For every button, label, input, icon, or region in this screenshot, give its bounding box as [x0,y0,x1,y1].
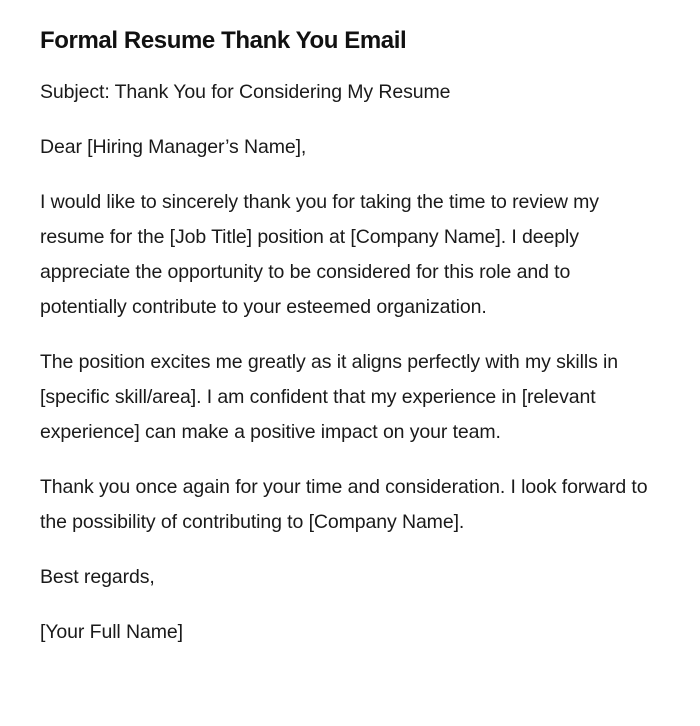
email-salutation: Dear [Hiring Manager’s Name], [40,136,307,158]
body-paragraph-1: I would like to sincerely thank you for taking the time to review my resume for the [Job Title] position at [Company Name]. I deeply appreciate the opportunity to be considered for this role and to potentially contribute to your esteemed organization. [40,191,599,318]
body-paragraph-2: The position excites me greatly as it aligns perfectly with my skills in [specific skill/area]. I am confident that my experience in [relevant experience] can make a positive impact on your team. [40,351,619,443]
body-paragraph-3: Thank you once again for your time and consideration. I look forward to the possibility of contributing to [Company Name]. [40,476,648,533]
email-closing: Best regards, [40,566,155,588]
document-title: Formal Resume Thank You Email [40,27,407,54]
email-subject: Subject: Thank You for Considering My Resume [40,81,451,103]
email-signature: [Your Full Name] [40,621,183,643]
